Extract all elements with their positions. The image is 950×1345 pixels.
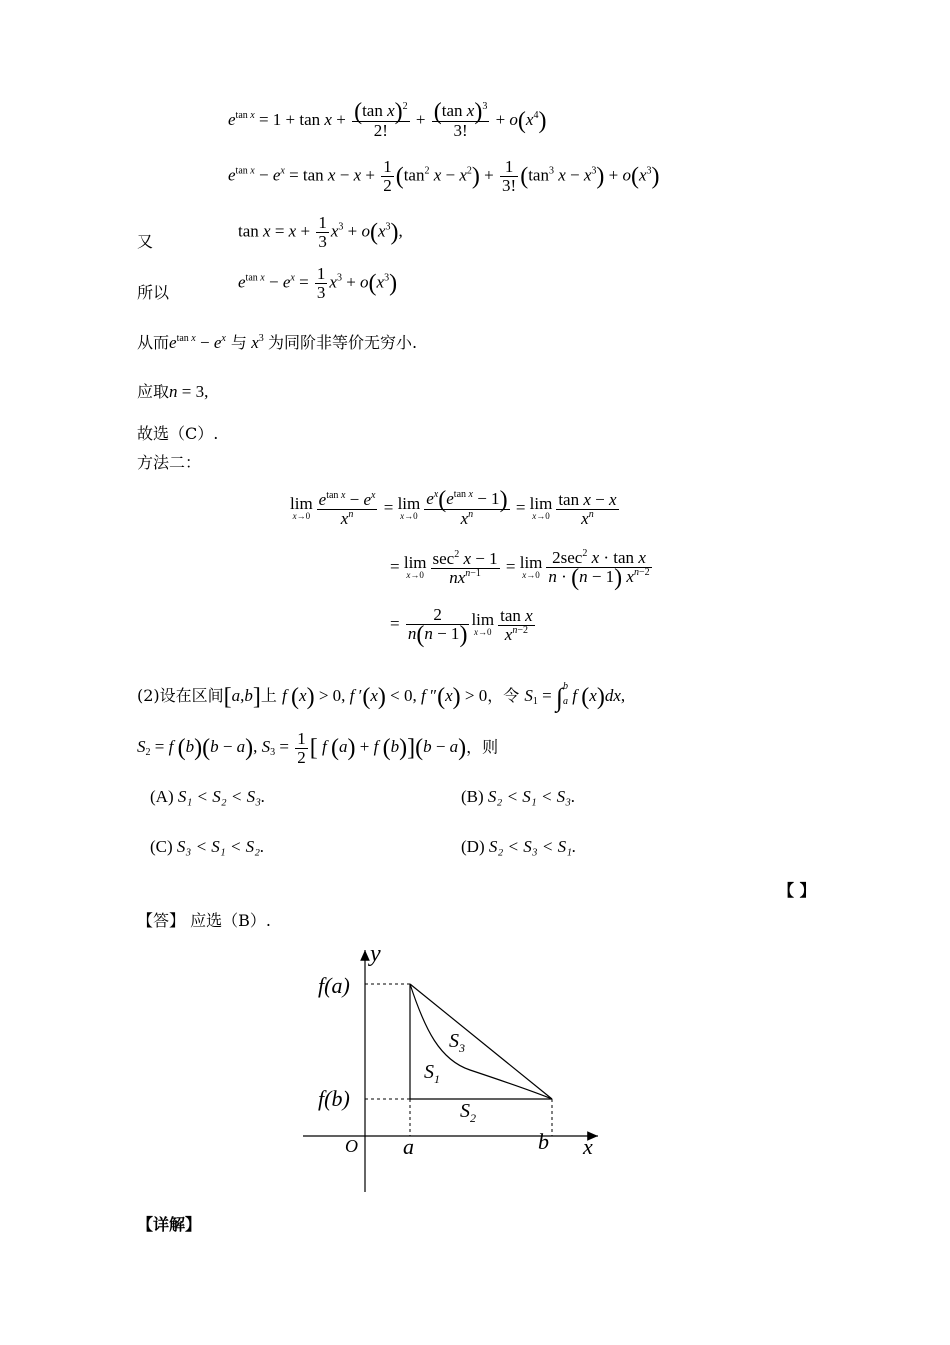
eq-etan-expansion: $e^{tan x} = 1 + \tan x$ + $\frac{(\tan x)^2}{2!}$ + $\frac{(\tan x)^3}{3!}$ + $o(x^4)$ [228, 99, 547, 140]
conclusion-line: 从而$e^{tan x} - e^x$ 与 $x^3$ 为同阶非等价无穷小. [137, 333, 418, 352]
y-axis-label: y [370, 941, 381, 967]
option-d-text: S₂ < S₃ < S₁. [488, 837, 577, 856]
label-fangfa2: 方法二： [137, 453, 202, 472]
eq-tan-expansion: tan x = x + $\frac{1}{3}$ $x^3 + o(x^3)$, [238, 213, 403, 251]
fb-label: f(b) [318, 1086, 350, 1111]
label-congr: 从而 [137, 333, 170, 352]
option-b-text: S₂ < S₁ < S₃. [487, 787, 576, 806]
take-n-line: 应取n = 3, [137, 382, 209, 401]
eq-limit-1: lim x→0 $\frac{e^{tan x} - e^x}{x^n}$ = lim x→0 $\frac{e^x(e^{tan x} - 1)}{x^n}$ = lim x→0 $\frac{\text{tan x − x}}{x^n}$ [290, 487, 617, 528]
eq-result: $e^{tan x} - e^x$ = $\frac{1}{3}$ $x^3 + o(x^3)$ [238, 264, 398, 302]
x-axis-label: x [583, 1134, 593, 1159]
question-2-line-1: (2)设在区间[a,b]上 f (x) > 0, f ′(x) < 0, f ″(x) > 0，令 $S_1 = \int^b_a$ f (x)dx, [137, 681, 626, 712]
option-b-key: (B) [461, 787, 484, 806]
option-d-key: (D) [461, 837, 485, 856]
detail-heading: 【详解】 [137, 1215, 202, 1234]
origin-label: O [345, 1136, 358, 1156]
label-you: 又 [137, 232, 154, 251]
a-label: a [403, 1134, 414, 1159]
label-yingqu: 应取 [137, 382, 170, 401]
q2-ze: ，则 [466, 737, 499, 757]
s2-label: $S_2$ [460, 1100, 476, 1125]
label-suoyi: 所以 [137, 283, 170, 302]
eq-etan-minus-ex: $e^{tan x} - e^x = \tan x - x$ + $\frac{1}{2}$ ($\tan^2$ $x - x^2$) + $\frac{1}{3!}$ ($\tan^3$ $x - x^3) + o(x^3)$ [228, 157, 660, 195]
question-2-line-2: $S_2 = f$ (b)(b − a), $S_3$ = $\frac{1}{2}$ [ f (a) + f (b)](b − a)，则 [137, 729, 499, 767]
q2-ling: ，令 [487, 686, 520, 705]
eq-limit-2: = lim x→0 $\frac{\sec^2 x - 1}{nx^{n-1}}$ = lim x→0 $\frac{2\sec^2 x \cdot \tan x}{n \cdot (n - 1) x^{n-2}}$ [390, 548, 650, 591]
answer-line: 【答】 应选（B）. [137, 911, 271, 930]
eq-limit-3: = $\frac{2}{n(n - 1)}$ lim x→0 $\frac{\text{tan x}}{x^{n-2}}$ [390, 605, 533, 648]
s1-label: $S_1$ [424, 1061, 440, 1086]
b-label: b [538, 1129, 549, 1154]
option-c-key: (C) [150, 837, 173, 856]
s3-label: $S_3$ [449, 1030, 465, 1055]
answer-brackets: 【 】 [778, 881, 816, 900]
option-a-text: S₁ < S₂ < S₃. [177, 787, 266, 806]
option-a-key: (A) [150, 787, 174, 806]
q2-prefix: (2)设在区间 [137, 686, 224, 705]
label-weitongjie: 为同阶非等价无穷小. [267, 333, 418, 352]
option-c-text: S₃ < S₁ < S₂. [176, 837, 265, 856]
label-yu: 与 [230, 333, 247, 352]
q2-shang: 上 [260, 686, 277, 705]
fa-label: f(a) [318, 973, 350, 998]
label-guxuan: 故选（C）. [137, 424, 219, 443]
